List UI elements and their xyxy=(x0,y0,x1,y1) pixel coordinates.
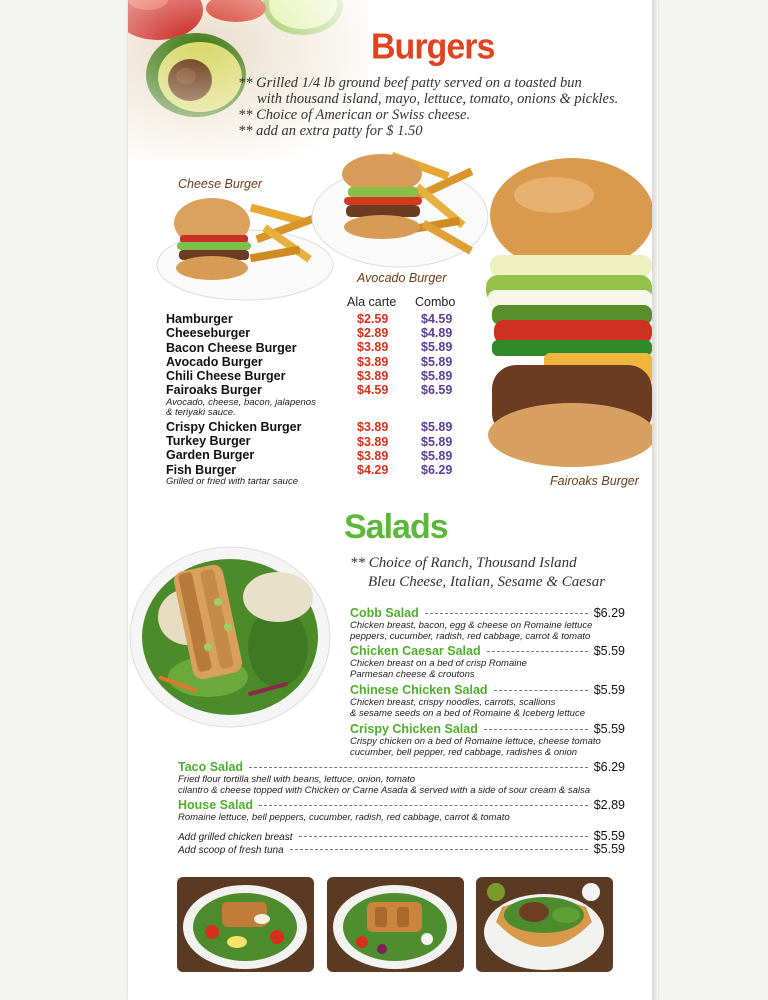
salad-row-taco xyxy=(178,760,625,774)
burgers-note-2: with thousand island, mayo, lettuce, tomato, onions & pickles. xyxy=(257,91,619,107)
avocado-burger-photo xyxy=(310,152,492,272)
leader-dots xyxy=(494,690,588,691)
leader-dots xyxy=(425,613,588,614)
burger-price-alacarte: $2.59 xyxy=(357,312,389,326)
crispy-chicken-salad-photo xyxy=(327,877,464,972)
burger-price-combo: $5.89 xyxy=(421,355,453,369)
burger-price-alacarte: $4.59 xyxy=(357,383,389,397)
burger-item-name: Avocado Burger xyxy=(166,354,263,369)
addon-name: Add scoop of fresh tuna xyxy=(178,845,284,856)
fairoaks-desc: & teriyaki sauce. xyxy=(166,407,236,419)
burger-item-name: Cheeseburger xyxy=(166,326,251,341)
salad-name: Taco Salad xyxy=(178,760,244,774)
chinese-chicken-salad-photo xyxy=(128,527,333,732)
salad-price: $2.89 xyxy=(593,798,625,812)
salad-desc: & sesame seeds on a bed of Romaine & Iceberg lettuce xyxy=(350,708,585,719)
salads-note-1: ** Choice of Ranch, Thousand Island xyxy=(350,555,577,571)
page-edge xyxy=(652,0,658,1000)
salads-title: Salads xyxy=(344,508,448,546)
salad-row-cobb xyxy=(350,606,625,620)
salad-price: $6.29 xyxy=(593,760,625,774)
salad-desc: Chicken breast on a bed of crisp Romaine xyxy=(350,658,527,669)
burger-price-alacarte: $3.89 xyxy=(357,420,389,434)
burger-price-alacarte: $3.89 xyxy=(357,355,389,369)
addon-name: Add grilled chicken breast xyxy=(178,832,293,843)
salad-price: $5.59 xyxy=(593,722,625,736)
salads-note-2: Bleu Cheese, Italian, Sesame & Caesar xyxy=(368,574,606,590)
burger-item-name: Hamburger xyxy=(166,312,233,326)
burger-price-combo: $5.89 xyxy=(421,369,453,383)
salad-desc: Romaine lettuce, bell peppers, cucumber, radish, red cabbage, carrot & tomato xyxy=(178,812,510,823)
salad-price: $5.59 xyxy=(593,683,625,697)
burger-item-name: Crispy Chicken Burger xyxy=(166,419,302,434)
burger-item-name: Garden Burger xyxy=(166,448,255,463)
addon-row-tuna xyxy=(178,842,625,856)
burger-item-name: Bacon Cheese Burger xyxy=(166,340,297,355)
salad-name: Chicken Caesar Salad xyxy=(350,644,481,658)
burger-item-name: Chili Cheese Burger xyxy=(166,369,286,384)
addon-row-chicken xyxy=(178,829,625,843)
salad-price: $5.59 xyxy=(593,644,625,658)
cobb-salad-photo xyxy=(177,877,314,972)
col-alacarte-header: Ala carte xyxy=(347,295,397,309)
col-combo-header: Combo xyxy=(415,295,456,309)
burger-price-alacarte: $2.89 xyxy=(357,326,389,340)
burger-price-combo: $5.89 xyxy=(421,420,453,434)
salad-name: House Salad xyxy=(178,798,254,812)
salad-name: Crispy Chicken Salad xyxy=(350,722,478,736)
burgers-note-4: ** add an extra patty for $ 1.50 xyxy=(238,123,423,139)
burger-price-combo: $5.89 xyxy=(421,340,453,354)
salad-row-house xyxy=(178,798,625,812)
burgers-note-1: ** Grilled 1/4 lb ground beef patty served on a toasted bun xyxy=(238,75,582,91)
fish-desc: Grilled or fried with tartar sauce xyxy=(166,475,298,487)
burger-price-alacarte: $3.89 xyxy=(357,449,389,463)
fairoaks-burger-caption: Fairoaks Burger xyxy=(550,474,639,488)
salad-desc: Chicken breast, crispy noodles, carrots, scallions xyxy=(350,697,556,708)
burger-item-name: Fairoaks Burger xyxy=(166,383,262,398)
burger-price-combo: $6.59 xyxy=(421,383,453,397)
burger-price-alacarte: $3.89 xyxy=(357,340,389,354)
salad-row-chinese-chicken xyxy=(350,683,625,697)
leader-dots xyxy=(487,651,588,652)
salad-row-chicken-caesar xyxy=(350,644,625,658)
burger-price-combo: $4.59 xyxy=(421,312,453,326)
leader-dots xyxy=(259,805,588,806)
fairoaks-burger-photo xyxy=(484,155,652,470)
burger-price-alacarte: $3.89 xyxy=(357,435,389,449)
avocado-burger-caption: Avocado Burger xyxy=(357,271,447,285)
burgers-note-3: ** Choice of American or Swiss cheese. xyxy=(238,107,471,123)
salad-desc: cucumber, bell pepper, red cabbage, radishes & onion xyxy=(350,747,578,758)
fairoaks-desc: Avocado, cheese, bacon, jalapenos xyxy=(166,396,316,408)
salad-desc: Crispy chicken on a bed of Romaine lettuce, cheese tomato xyxy=(350,736,601,747)
burger-item-name: Fish Burger xyxy=(166,462,237,477)
salad-desc: peppers, cucumber, radish, red cabbage, carrot & tomato xyxy=(350,631,591,642)
burger-price-combo: $4.89 xyxy=(421,326,453,340)
addon-price: $5.59 xyxy=(593,829,625,843)
salad-price: $6.29 xyxy=(593,606,625,620)
salad-row-crispy-chicken xyxy=(350,722,625,736)
taco-salad-photo xyxy=(476,877,613,972)
leader-dots xyxy=(249,767,588,768)
leader-dots xyxy=(299,836,588,837)
burgers-title: Burgers xyxy=(371,27,495,67)
cheese-burger-caption: Cheese Burger xyxy=(178,177,263,191)
salad-desc: Chicken breast, bacon, egg & cheese on Romaine lettuce xyxy=(350,620,593,631)
leader-dots xyxy=(484,729,588,730)
leader-dots xyxy=(290,849,588,850)
salad-name: Cobb Salad xyxy=(350,606,419,620)
burger-price-alacarte: $4.29 xyxy=(357,463,389,477)
burger-price-combo: $5.89 xyxy=(421,449,453,463)
addon-price: $5.59 xyxy=(593,842,625,856)
burger-price-alacarte: $3.89 xyxy=(357,369,389,383)
salad-desc: Parmesan cheese & croutons xyxy=(350,669,475,680)
burger-item-name: Turkey Burger xyxy=(166,434,251,449)
salad-desc: cilantro & cheese topped with Chicken or Carne Asada & served with a side of sour cream & salsa xyxy=(178,785,591,796)
salad-desc: Fried flour tortilla shell with beans, lettuce, onion, tomato xyxy=(178,774,416,785)
salad-name: Chinese Chicken Salad xyxy=(350,683,488,697)
burger-price-combo: $6.29 xyxy=(421,463,453,477)
burger-price-combo: $5.89 xyxy=(421,435,453,449)
